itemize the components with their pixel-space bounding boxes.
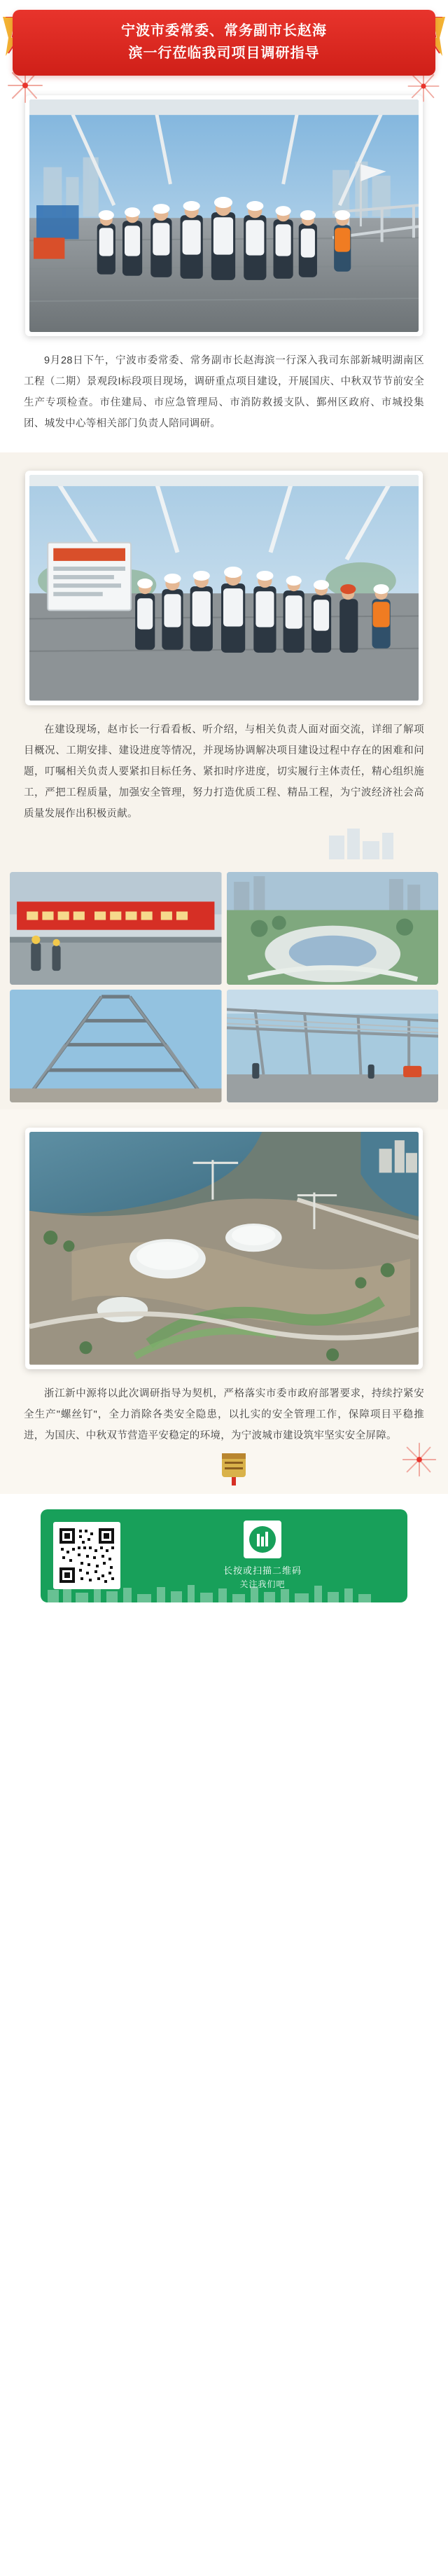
photo-gallery	[0, 866, 448, 1110]
company-logo-icon	[244, 1521, 281, 1558]
aerial-overview-photo	[29, 1132, 419, 1364]
section-three-paragraph: 浙江新中源将以此次调研指导为契机，严格落实市委市政府部署要求，持续拧紧安全生产"螺丝钉"，全力消除各类安全隐患，以扎实的安全管理工作，保障项目平稳推进，为国庆、中秋双节营造平安稳定的环境，为宁波城市建设筑牢坚实安全屏障。	[24, 1387, 424, 1441]
gallery-photo-steel-structure	[10, 990, 222, 1102]
section-three-decoration	[0, 1446, 448, 1491]
briefing-photo	[29, 475, 419, 700]
follow-us-text	[130, 1521, 395, 1591]
section-one	[0, 83, 448, 452]
city-decoration	[0, 827, 448, 859]
section-two-paragraph: 在建设现场，赵市长一行看看板、听介绍，与相关负责人面对面交流，详细了解项目概况、工期安排、建设进度等情况，并现场协调解决项目建设过程中存在的困难和问题，叮嘱相关负责人要紧扣目标任务、紧扣时序进度，切实履行主体责任，精心组织施工，严把工程质量，加强安全管理，努力打造优质工程、精品工程，为宁波经济社会高质量发展作出积极贡献。	[24, 723, 424, 819]
aerial-overview-photo-frame	[25, 1128, 423, 1369]
page-title-line-2: 滨一行莅临我司项目调研指导	[128, 46, 320, 61]
wechat-qr-code[interactable]	[53, 1522, 120, 1589]
firework-icon	[399, 1439, 440, 1483]
follow-us-line-2: 关注我们吧	[239, 1579, 286, 1589]
article-header	[0, 0, 448, 83]
footer	[0, 1494, 448, 1621]
follow-us-line-1: 长按或扫描二维码	[223, 1565, 302, 1576]
section-three	[0, 1109, 448, 1493]
gallery-photo-banner	[10, 872, 222, 985]
site-visit-photo	[29, 99, 419, 332]
gallery-photo-canopy	[227, 990, 439, 1102]
site-visit-photo-frame	[25, 95, 423, 336]
section-two	[0, 452, 448, 866]
page-title-line-1: 宁波市委常委、常务副市长赵海	[121, 23, 327, 39]
lantern-icon	[215, 1446, 253, 1492]
briefing-photo-frame	[25, 471, 423, 705]
gallery-photo-aerial-park	[227, 872, 439, 985]
page-title	[13, 10, 435, 76]
section-one-paragraph: 9月28日下午，宁波市委常委、常务副市长赵海滨一行深入我司东部新城明湖南区工程（二期）景观段I标段项目现场，调研重点项目建设，开展国庆、中秋双节节前安全生产专项检查。市住建局、市应急管理局、市消防救援支队、鄞州区政府、市城投集团、城发中心等相关部门负责人陪同调研。	[24, 355, 424, 430]
follow-us-card[interactable]	[41, 1509, 407, 1602]
